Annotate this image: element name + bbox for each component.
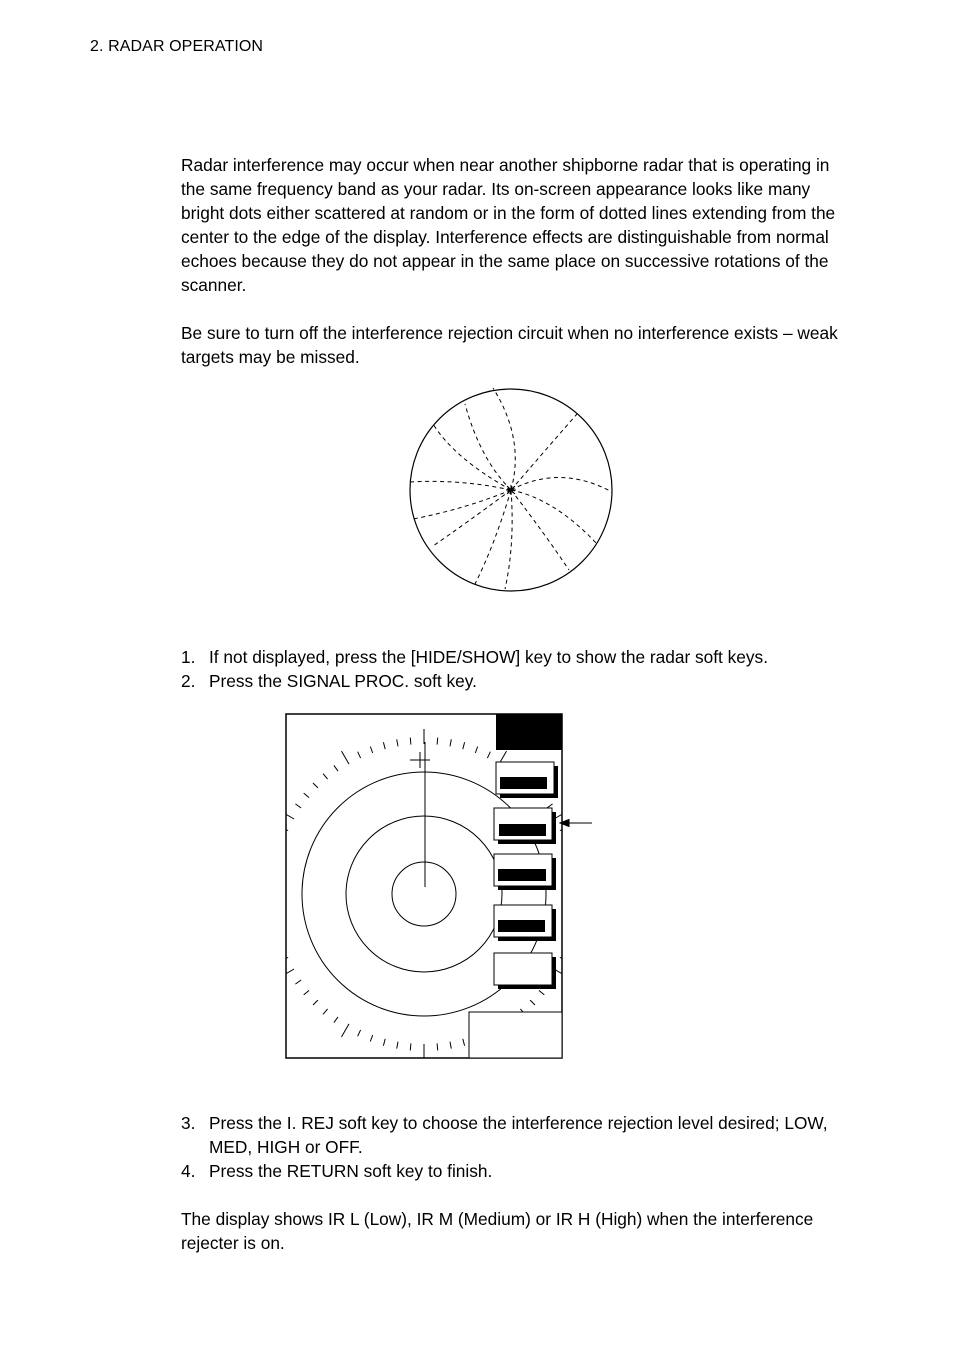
- bearing-tick: [463, 742, 465, 749]
- bearing-tick: [450, 1042, 451, 1049]
- bearing-tick: [313, 1000, 318, 1005]
- steps-list-a: [181, 645, 853, 693]
- bearing-tick: [450, 739, 451, 746]
- bearing-tick: [277, 945, 284, 947]
- step-item: [181, 1111, 853, 1159]
- bearing-tick: [272, 853, 279, 855]
- step-item: [181, 1159, 853, 1183]
- bearing-tick: [547, 804, 553, 808]
- bearing-tick: [410, 1043, 411, 1050]
- bearing-tick: [565, 840, 572, 842]
- step-item: [181, 669, 853, 693]
- step-text: Press the SIGNAL PROC. soft key.: [209, 671, 477, 691]
- bearing-tick: [272, 933, 279, 935]
- bearing-tick: [573, 880, 580, 881]
- center-mark: [506, 485, 516, 495]
- step-number: 2.: [181, 671, 196, 691]
- soft-key-2-signal-proc[interactable]: [494, 808, 556, 844]
- bearing-tick: [572, 920, 579, 921]
- radar-display-figure: [284, 712, 600, 1062]
- bearing-tick: [268, 880, 275, 881]
- bearing-tick: [281, 812, 294, 820]
- menu-title-block: [496, 714, 562, 750]
- bearing-tick: [383, 1039, 385, 1046]
- bearing-tick: [323, 774, 328, 779]
- bearing-tick: [530, 1000, 535, 1005]
- bearing-tick: [304, 990, 309, 995]
- bearing-tick: [572, 867, 579, 868]
- interference-illustration: [405, 384, 617, 596]
- info-box: [469, 1012, 562, 1058]
- bearing-tick: [313, 783, 318, 788]
- bearing-tick: [268, 907, 275, 908]
- soft-key-1[interactable]: [496, 762, 558, 798]
- bearing-tick: [569, 853, 576, 855]
- bearing-tick: [539, 990, 544, 995]
- soft-key-5[interactable]: [494, 953, 556, 989]
- bearing-tick: [370, 1035, 372, 1042]
- bearing-tick: [397, 739, 398, 746]
- step-number: 1.: [181, 647, 196, 667]
- step-text: Press the I. REJ soft key to choose the interference rejection level desired; LOW, MED, HIGH or OFF.: [209, 1113, 828, 1157]
- bearing-tick: [282, 828, 288, 831]
- step-item: [181, 645, 853, 669]
- bearing-tick: [463, 1039, 465, 1046]
- intro-paragraph-1: Radar interference may occur when near another shipborne radar that is operating in the same frequency band as your radar. Its on-screen appearance looks like many bright dots either scattered at random or in the form of dotted lines extending from the center to the edge of the display. Interference effects are distinguishable from normal echoes because they do not appear in the same place on successive rotations of the scanner.: [181, 155, 836, 295]
- bearing-tick: [358, 1030, 361, 1036]
- bearing-tick: [358, 752, 361, 758]
- bearing-tick: [383, 742, 385, 749]
- heading-marker: [410, 752, 430, 768]
- bearing-tick: [569, 933, 576, 935]
- bearing-tick: [410, 738, 411, 745]
- soft-key-3[interactable]: [494, 854, 556, 890]
- bearing-tick: [437, 1043, 438, 1050]
- bearing-tick: [342, 1024, 350, 1037]
- bearing-tick: [334, 1017, 338, 1023]
- step-text: Press the RETURN soft key to finish.: [209, 1161, 493, 1181]
- bearing-tick: [281, 969, 294, 977]
- bearing-tick: [269, 867, 276, 868]
- soft-key-4[interactable]: [494, 905, 556, 941]
- bearing-tick: [295, 980, 301, 984]
- bearing-tick: [475, 747, 477, 754]
- range-ring-inner: [392, 862, 456, 926]
- intro-paragraph-2: Be sure to turn off the interference rejection circuit when no interference exists – weak targets may be missed.: [181, 323, 838, 367]
- bearing-tick: [342, 751, 350, 764]
- step-number: 3.: [181, 1113, 196, 1133]
- bearing-tick: [269, 920, 276, 921]
- bearing-tick: [437, 738, 438, 745]
- bearing-tick: [397, 1042, 398, 1049]
- callout-arrow: [560, 820, 592, 827]
- steps-list-b: [181, 1111, 853, 1183]
- bearing-tick: [487, 752, 490, 758]
- bearing-tick: [304, 793, 309, 798]
- bearing-tick: [334, 765, 338, 771]
- bearing-tick: [323, 1009, 328, 1014]
- closing-paragraph: The display shows IR L (Low), IR M (Medium) or IR H (High) when the interference rejecter is on.: [181, 1209, 814, 1253]
- bearing-tick: [370, 747, 372, 754]
- bearing-tick: [565, 945, 572, 947]
- range-ring-middle: [346, 816, 502, 972]
- step-number: 4.: [181, 1161, 196, 1181]
- bearing-tick: [560, 957, 566, 960]
- section-header: 2. RADAR OPERATION: [90, 38, 264, 55]
- bearing-tick: [277, 840, 284, 842]
- bearing-tick: [573, 907, 580, 908]
- bearing-tick: [282, 957, 288, 960]
- bearing-tick: [295, 804, 301, 808]
- step-text: If not displayed, press the [HIDE/SHOW] key to show the radar soft keys.: [209, 647, 768, 667]
- bearing-tick: [560, 828, 566, 831]
